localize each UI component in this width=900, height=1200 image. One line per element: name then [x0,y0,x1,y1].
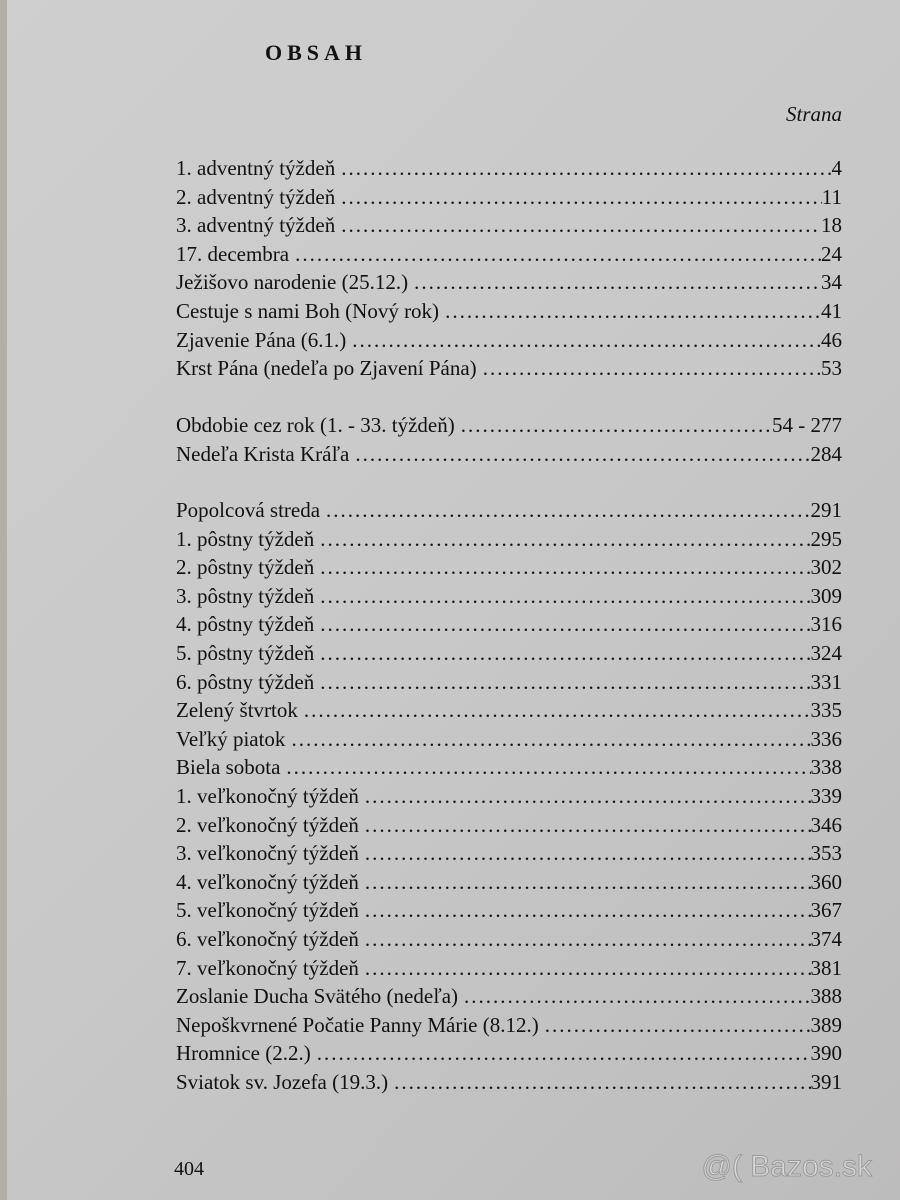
toc-entry-label: Sviatok sv. Jozefa (19.3.) [176,1069,389,1094]
dot-leader [341,154,831,183]
dot-leader [545,1011,811,1040]
toc-entry-page: 284 [810,441,842,466]
toc-entry [176,1011,842,1040]
dot-leader [320,610,810,639]
page-edge [0,0,7,1200]
dot-leader [320,582,810,611]
toc-entry [176,982,842,1011]
toc-entry [176,211,842,240]
toc-entry-label: 2. pôstny týždeň [176,555,315,580]
toc-entry [176,1068,842,1097]
dot-leader [341,211,821,240]
toc-entry-page: 302 [810,555,842,580]
toc-entry-label: Zelený štvrtok [176,698,298,723]
toc-entry [176,268,842,297]
dot-leader [355,440,810,469]
toc-entry-page: 360 [810,869,842,894]
toc-entry-page: 54 - 277 [772,413,842,437]
dot-leader [286,753,810,782]
dot-leader [365,782,811,811]
toc-entry-page: 389 [810,1012,842,1037]
toc-entry [176,925,842,954]
toc-entry-label: Ježišovo narodenie (25.12.) [176,270,409,295]
toc-entry-page: 309 [810,583,842,608]
dot-leader [365,954,811,983]
toc-entry [176,354,842,383]
toc-entry-label: 1. veľkonočný týždeň [176,783,359,808]
toc-entry [176,553,842,582]
toc-entry-label: 2. adventný týždeň [176,184,336,209]
toc-entry-page: 381 [810,955,842,980]
toc-entry [176,610,842,639]
toc-entry-label: Zoslanie Ducha Svätého (nedeľa) [176,984,459,1009]
toc-entry-label: Cestuje s nami Boh (Nový rok) [176,298,440,323]
toc-entry-page: 331 [810,669,842,694]
toc-entry-label: 17. decembra [176,241,290,266]
toc-section-ordinary-time [176,411,842,468]
toc-entry-page: 338 [810,755,842,780]
toc-entry-page: 291 [810,498,842,522]
toc-entry-page: 41 [821,298,842,323]
toc-entry [176,782,842,811]
page-number: 404 [174,1158,204,1180]
dot-leader [365,811,811,840]
toc-entry [176,868,842,897]
toc-entry [176,839,842,868]
dot-leader [365,839,811,868]
toc-entry [176,668,842,697]
toc-entry-page: 339 [810,783,842,808]
toc-entry-page: 24 [821,241,842,266]
toc-entry-page: 18 [821,213,842,238]
toc-entry-page: 374 [810,926,842,951]
toc-entry-page: 346 [810,812,842,837]
toc-entry-label: Krst Pána (nedeľa po Zjavení Pána) [176,356,477,381]
toc-entry-page: 4 [831,156,842,180]
dot-leader [483,354,821,383]
dot-leader [394,1068,810,1097]
toc-entry-label: 7. veľkonočný týždeň [176,955,359,980]
toc-entry-label: 3. adventný týždeň [176,213,336,238]
toc-entry-page: 53 [821,356,842,381]
toc-entry-label: 6. veľkonočný týždeň [176,926,359,951]
dot-leader [445,297,821,326]
toc-entry [176,582,842,611]
toc-entry [176,154,842,183]
dot-leader [320,668,810,697]
dot-leader [365,925,811,954]
toc-entry [176,440,842,469]
toc-entry-page: 316 [810,612,842,637]
toc-entry-page: 367 [810,898,842,923]
watermark: @( Bazos.sk [701,1150,872,1183]
dot-leader [320,553,810,582]
toc-entry [176,496,842,525]
toc-entry-page: 324 [810,640,842,665]
dot-leader [365,896,811,925]
toc-entry [176,811,842,840]
toc-entry-label: 4. pôstny týždeň [176,612,315,637]
toc-entry-label: Nepoškvrnené Počatie Panny Márie (8.12.) [176,1012,539,1037]
dot-leader [291,725,810,754]
toc-entry-page: 336 [810,726,842,751]
toc-entry [176,326,842,355]
dot-leader [317,1039,811,1068]
toc-section-lent-easter [176,496,842,1096]
dot-leader [320,639,810,668]
toc-entry [176,896,842,925]
toc-entry-label: 1. adventný týždeň [176,156,336,180]
toc-entry-page: 353 [810,841,842,866]
toc-entry-label: 1. pôstny týždeň [176,526,315,551]
dot-leader [365,868,811,897]
dot-leader [304,696,811,725]
toc-section-advent [176,154,842,383]
toc-entry-label: Zjavenie Pána (6.1.) [176,327,347,352]
dot-leader [464,982,810,1011]
toc-entry-label: 3. veľkonočný týždeň [176,841,359,866]
toc-entry-page: 388 [810,984,842,1009]
toc-entry-label: Hromnice (2.2.) [176,1041,311,1066]
toc-entry [176,696,842,725]
toc-entry [176,725,842,754]
toc-entry-page: 391 [810,1069,842,1094]
dot-leader [295,240,821,269]
dot-leader [414,268,821,297]
page-column-header: Strana [785,102,842,126]
dot-leader [320,525,810,554]
toc-entry-label: 5. pôstny týždeň [176,640,315,665]
toc-entry-page: 335 [810,698,842,723]
toc-entry [176,183,842,212]
toc-entry-label: Obdobie cez rok (1. - 33. týždeň) [176,413,455,437]
dot-leader [326,496,810,525]
toc-entry [176,411,842,440]
toc-entry-label: Nedeľa Krista Kráľa [176,441,350,466]
toc-entry [176,753,842,782]
dot-leader [461,411,772,440]
toc-entry-page: 295 [810,526,842,551]
toc-entry [176,1039,842,1068]
toc-entry [176,639,842,668]
toc-entry-page: 11 [821,184,842,209]
toc-entry-label: Veľký piatok [176,726,286,751]
toc-entry-label: Biela sobota [176,755,281,780]
toc-entry-page: 390 [810,1041,842,1066]
toc-entry-page: 46 [821,327,842,352]
toc-entry-label: 6. pôstny týždeň [176,669,315,694]
toc-entry [176,240,842,269]
toc-entry [176,297,842,326]
dot-leader [341,183,822,212]
toc-entry-label: Popolcová streda [176,498,321,522]
toc-entry-label: 3. pôstny týždeň [176,583,315,608]
toc-entry [176,525,842,554]
toc-entry-label: 5. veľkonočný týždeň [176,898,359,923]
toc-entry-page: 34 [821,270,842,295]
toc-entry [176,954,842,983]
toc-entry-label: 4. veľkonočný týždeň [176,869,359,894]
toc-entry-label: 2. veľkonočný týždeň [176,812,359,837]
dot-leader [352,326,821,355]
page-title: OBSAH [265,40,368,65]
